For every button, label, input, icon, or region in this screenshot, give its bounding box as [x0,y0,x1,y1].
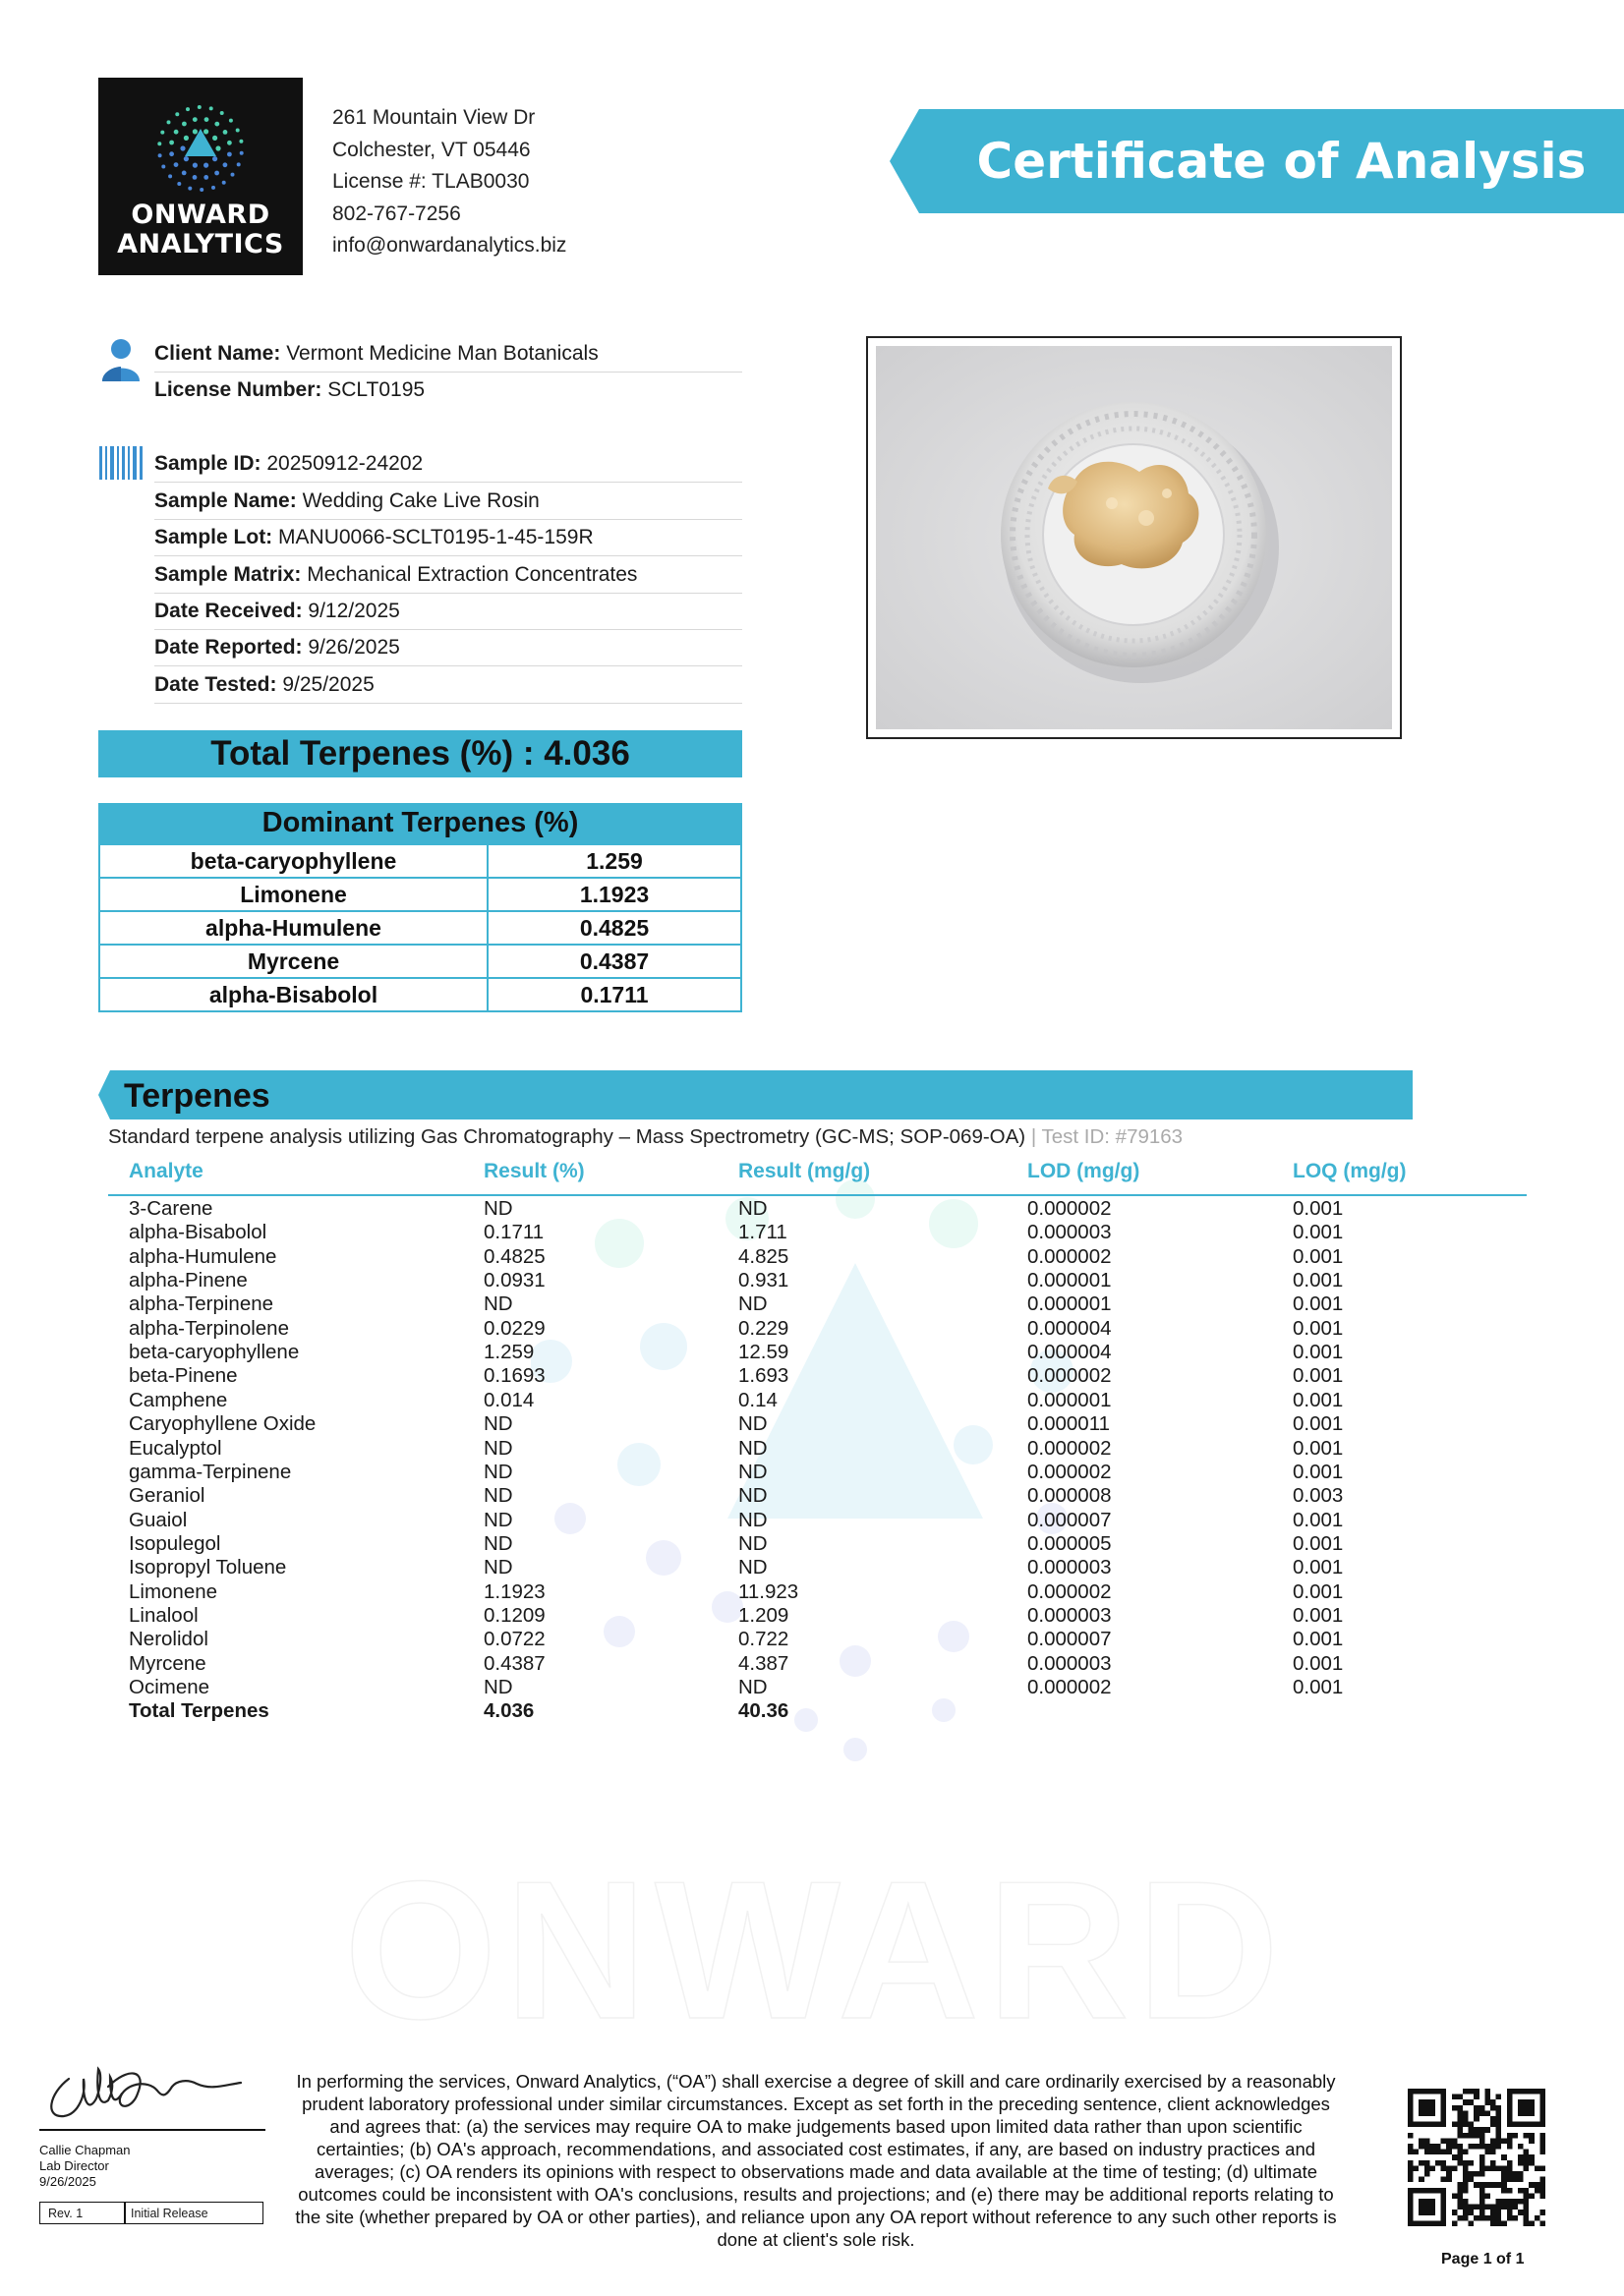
cell-lod: 0.000002 [1027,1244,1112,1268]
cell-result-pct: ND [484,1484,513,1508]
lab-phone: 802-767-7256 [332,201,461,225]
method-description [108,1125,1183,1149]
cell-lod: 0.000004 [1027,1341,1112,1364]
cell-result-mgg: ND [738,1197,768,1220]
cell-analyte: 3-Carene [129,1197,213,1220]
cell-result-pct: ND [484,1436,513,1460]
cell-analyte: Geraniol [129,1484,205,1508]
cell-loq: 0.001 [1293,1292,1344,1316]
cell-analyte: alpha-Bisabolol [129,1221,267,1244]
cell-analyte: Isopulegol [129,1531,221,1555]
cell-analyte: alpha-Humulene [129,1244,277,1268]
cell-lod: 0.000005 [1027,1531,1112,1555]
cell-loq: 0.001 [1293,1556,1344,1579]
cell-analyte: Caryophyllene Oxide [129,1412,317,1436]
cell-result-pct: 0.0722 [484,1628,546,1651]
dominant-row [99,911,741,945]
cell-result-mgg: ND [738,1460,768,1483]
sample-lot-label: Sample Lot: [154,526,273,548]
lab-address-line2: Colchester, VT 05446 [332,138,531,161]
cell-lod: 0.000007 [1027,1508,1112,1531]
header-divider [108,1194,1527,1196]
terpenes-section-banner [98,1070,1413,1119]
cell-result-mgg: 12.59 [738,1341,789,1364]
cell-analyte: Guaiol [129,1508,188,1531]
cell-analyte: Ocimene [129,1676,210,1698]
cell-loq: 0.001 [1293,1460,1344,1483]
cell-result-mgg: ND [738,1484,768,1508]
page-number: Page 1 of 1 [1441,2251,1525,2267]
lab-address-line1: 261 Mountain View Dr [332,106,536,129]
cell-loq: 0.001 [1293,1221,1344,1244]
client-license-value: SCLT0195 [327,378,426,401]
cell-result-pct: ND [484,1412,513,1436]
cell-loq: 0.001 [1293,1531,1344,1555]
cell-lod: 0.000008 [1027,1484,1112,1508]
col-header-analyte: Analyte [129,1160,203,1182]
client-person-icon [100,336,142,383]
col-header-loq: LOQ (mg/g) [1293,1160,1407,1182]
cell-result-mgg: ND [738,1676,768,1698]
cell-lod: 0.000002 [1027,1460,1112,1483]
cell-result-pct: ND [484,1197,513,1220]
revision-number: Rev. 1 [48,2207,84,2220]
sample-photo [876,346,1392,729]
sample-photo-frame [866,336,1402,739]
watermark-wordmark: ONWARD [344,1841,1288,2060]
cell-loq: 0.001 [1293,1316,1344,1340]
cell-result-pct: 0.1693 [484,1364,546,1388]
lab-license: License #: TLAB0030 [332,170,530,193]
sample-name-label: Sample Name: [154,489,297,512]
cell-lod: 0.000003 [1027,1556,1112,1579]
dominant-terpene-value: 0.1711 [488,978,741,1011]
cell-loq: 0.001 [1293,1412,1344,1436]
terpenes-section-title: Terpenes [124,1077,270,1115]
lab-contact [332,102,566,262]
cell-lod: 0.000001 [1027,1388,1112,1411]
cell-loq: 0.003 [1293,1484,1344,1508]
dominant-terpene-name: alpha-Bisabolol [99,978,488,1011]
sample-matrix-label: Sample Matrix: [154,563,302,586]
sample-lot-row [154,519,742,556]
client-name-label: Client Name: [154,342,281,365]
total-cell-analyte: Total Terpenes [129,1699,269,1723]
sample-matrix-value: Mechanical Extraction Concentrates [307,563,638,586]
cell-result-mgg: 0.14 [738,1388,778,1411]
dominant-terpenes-title: Dominant Terpenes (%) [98,803,742,843]
cell-result-mgg: ND [738,1292,768,1316]
lab-logo [98,78,303,275]
cell-loq: 0.001 [1293,1579,1344,1603]
cell-lod: 0.000003 [1027,1221,1112,1244]
cell-loq: 0.001 [1293,1269,1344,1292]
client-name-value: Vermont Medicine Man Botanicals [286,342,599,365]
signer-title: Lab Director [39,2158,109,2173]
cell-result-pct: 1.1923 [484,1579,546,1603]
document-title: Certificate of Analysis [976,133,1587,190]
cell-lod: 0.000007 [1027,1628,1112,1651]
cell-lod: 0.000004 [1027,1316,1112,1340]
cell-analyte: Nerolidol [129,1628,208,1651]
cell-loq: 0.001 [1293,1197,1344,1220]
cell-loq: 0.001 [1293,1603,1344,1627]
col-header-result-mgg: Result (mg/g) [738,1160,871,1182]
cell-analyte: Linalool [129,1603,199,1627]
cell-lod: 0.000011 [1027,1412,1110,1436]
cell-loq: 0.001 [1293,1341,1344,1364]
revision-divider [124,2203,126,2223]
cell-result-pct: 0.1711 [484,1221,545,1244]
cell-analyte: Eucalyptol [129,1436,222,1460]
cell-result-mgg: 1.693 [738,1364,789,1388]
sample-name-row [154,483,742,520]
dominant-terpene-value: 0.4825 [488,911,741,945]
barcode-icon [99,446,143,480]
cell-result-mgg: ND [738,1556,768,1579]
legal-disclaimer: In performing the services, Onward Analytics, (“OA”) shall exercise a degree of skill and care ordinarily exercised by a reasonably prudent laboratory professional under similar circumstances. Except as set forth in the preceding sentence, client acknowledges and agrees that: (a) the services may require OA to make judgements based upon limited data rather than upon scientific certainties; (b) OA's approach, recommendations, and associated cost estimates, if any, are based on industry practices and averages; (c) OA renders its opinions with respect to observations made and data available at the time of testing; (d) ultimate outcomes could be inconsistent with OA's conclusions, results and projections; and (e) there may be additional reports relating to the site (whether prepared by OA or other parties), and reliance upon any OA report without reference to any such other reports is done at client's sole risk. [295,2071,1337,2250]
cell-loq: 0.001 [1293,1676,1344,1698]
cell-lod: 0.000001 [1027,1292,1112,1316]
total-cell-result-mgg: 40.36 [738,1699,789,1723]
cell-analyte: Myrcene [129,1651,206,1675]
revision-note: Initial Release [131,2207,208,2220]
date-reported-value: 9/26/2025 [308,636,400,659]
date-tested-row [154,666,742,704]
sample-lot-value: MANU0066-SCLT0195-1-45-159R [278,526,594,548]
cell-result-mgg: 0.722 [738,1628,789,1651]
client-license-label: License Number: [154,378,322,401]
cell-analyte: beta-Pinene [129,1364,238,1388]
cell-result-pct: 0.0931 [484,1269,546,1292]
cell-result-pct: 0.0229 [484,1316,546,1340]
cell-result-mgg: ND [738,1436,768,1460]
dominant-terpene-name: Myrcene [99,945,488,978]
date-reported-row [154,629,742,666]
cell-result-mgg: 4.825 [738,1244,789,1268]
sample-id-label: Sample ID: [154,452,261,475]
total-terpenes-text: Total Terpenes (%) : 4.036 [210,734,630,773]
cell-lod: 0.000001 [1027,1269,1112,1292]
cell-analyte: gamma-Terpinene [129,1460,292,1483]
cell-analyte: Camphene [129,1388,228,1411]
cell-loq: 0.001 [1293,1508,1344,1531]
cell-result-mgg: 4.387 [738,1651,789,1675]
cell-result-mgg: 0.229 [738,1316,789,1340]
total-cell-result-pct: 4.036 [484,1699,535,1723]
logo-text-line2: ANALYTICS [117,229,284,259]
dominant-terpene-value: 0.4387 [488,945,741,978]
client-name-row [154,335,742,373]
cell-loq: 0.001 [1293,1244,1344,1268]
cell-result-mgg: 1.711 [738,1221,787,1244]
cell-result-pct: ND [484,1556,513,1579]
qr-code-icon[interactable] [1408,2089,1545,2226]
dominant-row [99,945,741,978]
dominant-row [99,844,741,878]
date-tested-label: Date Tested: [154,673,277,696]
col-header-result-pct: Result (%) [484,1160,585,1182]
cell-loq: 0.001 [1293,1628,1344,1651]
date-tested-value: 9/25/2025 [282,673,375,696]
cell-result-mgg: ND [738,1412,768,1436]
cell-result-pct: ND [484,1508,513,1531]
signature-image [39,2039,246,2128]
col-header-lod: LOD (mg/g) [1027,1160,1140,1182]
test-id: | Test ID: #79163 [1030,1125,1184,1148]
cell-result-mgg: 1.209 [738,1603,789,1627]
dominant-row [99,878,741,911]
date-received-row [154,593,742,630]
cell-result-pct: 1.259 [484,1341,535,1364]
signer-name: Callie Chapman [39,2143,131,2157]
cell-loq: 0.001 [1293,1388,1344,1411]
cell-lod: 0.000002 [1027,1676,1112,1698]
client-license-row [154,372,742,408]
cell-analyte: Limonene [129,1579,218,1603]
cell-result-pct: ND [484,1676,513,1698]
logo-dots-icon [147,95,254,201]
sign-date: 9/26/2025 [39,2174,96,2189]
dominant-row [99,978,741,1011]
sample-name-value: Wedding Cake Live Rosin [302,489,540,512]
dominant-terpene-value: 1.1923 [488,878,741,911]
method-text: Standard terpene analysis utilizing Gas Chromatography – Mass Spectrometry (GC-MS; SOP-069-OA) [108,1125,1026,1148]
cell-result-pct: 0.4825 [484,1244,546,1268]
date-reported-label: Date Reported: [154,636,303,659]
cell-result-pct: ND [484,1460,513,1483]
logo-text-line1: ONWARD [131,200,270,230]
cell-loq: 0.001 [1293,1364,1344,1388]
dominant-terpene-name: alpha-Humulene [99,911,488,945]
cell-analyte: Isopropyl Toluene [129,1556,287,1579]
cell-result-mgg: ND [738,1531,768,1555]
cell-result-pct: 0.1209 [484,1603,546,1627]
cell-result-mgg: 11.923 [738,1579,799,1603]
cell-analyte: alpha-Terpinolene [129,1316,289,1340]
certificate-banner [890,109,1624,213]
cell-loq: 0.001 [1293,1651,1344,1675]
date-received-label: Date Received: [154,600,303,622]
cell-lod: 0.000002 [1027,1579,1112,1603]
cell-lod: 0.000003 [1027,1651,1112,1675]
date-received-value: 9/12/2025 [308,600,400,622]
cell-result-pct: ND [484,1531,513,1555]
revision-box [39,2202,263,2224]
cell-result-mgg: ND [738,1508,768,1531]
cell-analyte: alpha-Pinene [129,1269,248,1292]
cell-result-mgg: 0.931 [738,1269,789,1292]
dominant-terpene-name: beta-caryophyllene [99,844,488,878]
dominant-terpenes-table [98,803,742,1012]
sample-id-value: 20250912-24202 [266,452,424,475]
total-terpenes-banner [98,730,742,777]
cell-analyte: alpha-Terpinene [129,1292,274,1316]
cell-result-pct: ND [484,1292,513,1316]
signer-info [39,2143,131,2190]
lab-email[interactable]: info@onwardanalytics.biz [332,234,567,257]
signature-line [39,2129,265,2131]
sample-id-row [154,445,742,483]
cell-result-pct: 0.014 [484,1388,535,1411]
cell-loq: 0.001 [1293,1436,1344,1460]
cell-lod: 0.000003 [1027,1603,1112,1627]
cell-analyte: beta-caryophyllene [129,1341,300,1364]
dominant-terpene-value: 1.259 [488,844,741,878]
cell-lod: 0.000002 [1027,1364,1112,1388]
sample-matrix-row [154,556,742,594]
cell-lod: 0.000002 [1027,1197,1112,1220]
cell-result-pct: 0.4387 [484,1651,546,1675]
cell-lod: 0.000002 [1027,1436,1112,1460]
dominant-terpene-name: Limonene [99,878,488,911]
